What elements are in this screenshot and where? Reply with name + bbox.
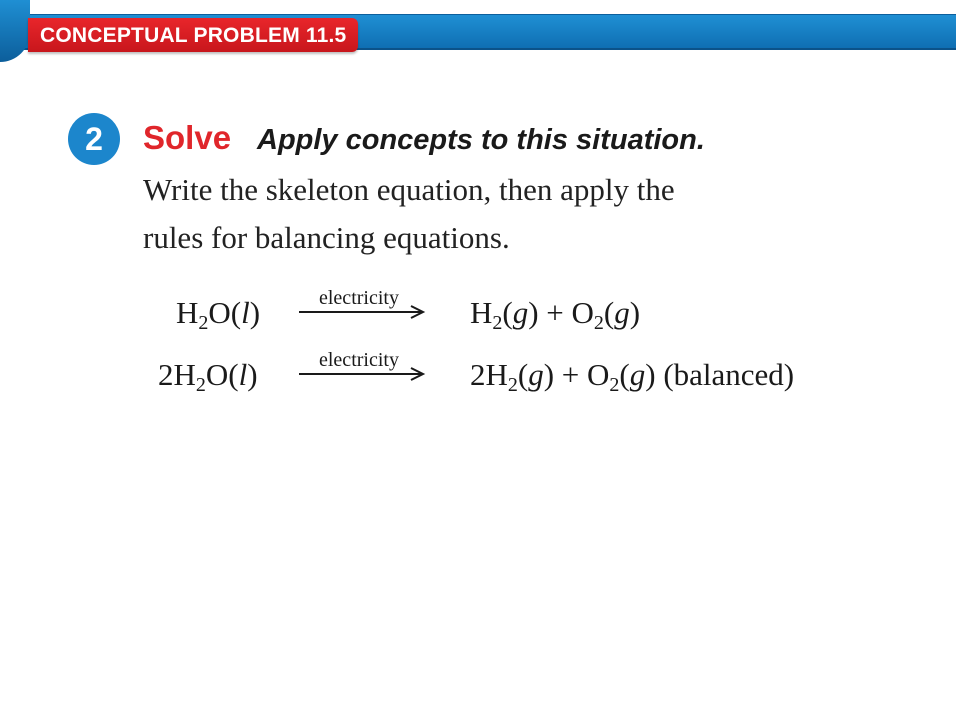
- equation-2-product1-subscript: 2: [507, 374, 518, 396]
- instruction-line-2: rules for balancing equations.: [143, 220, 510, 255]
- equation-1-reactant-close: ): [249, 295, 261, 330]
- banner-curl: [0, 0, 30, 62]
- banner-title: CONCEPTUAL PROBLEM 11.5: [40, 24, 347, 47]
- equation-1-product1-subscript: 2: [492, 312, 503, 334]
- equation-1-reactant-state: l: [241, 295, 250, 330]
- equation-1-product2-subscript: 2: [593, 312, 604, 334]
- equation-2-reactant-coefficient: 2: [158, 357, 174, 392]
- equation-1-product1-state: g: [512, 295, 529, 330]
- equation-2-product2-subscript: 2: [609, 374, 620, 396]
- equation-2-reactant-h: H: [173, 357, 196, 392]
- equation-2-product2-state: g: [629, 357, 646, 392]
- equation-2-product1: H: [485, 357, 508, 392]
- equation-1-product1: H: [470, 295, 493, 330]
- equation-1-product2-state: g: [614, 295, 630, 330]
- step-number-badge: 2: [68, 113, 120, 165]
- equation-2-reactants: [158, 355, 258, 395]
- instruction-text: [143, 166, 903, 262]
- equation-1-reactant-subscript: 2: [198, 312, 209, 334]
- equation-1-plus: +: [546, 295, 564, 330]
- equation-2-plus: +: [561, 357, 580, 392]
- equation-2-arrow: [297, 351, 427, 391]
- equation-1-reactant-h: H: [176, 295, 199, 330]
- reaction-arrow-icon: [297, 303, 427, 323]
- equation-2-product1-state: g: [528, 357, 544, 392]
- step-label: Solve: [143, 119, 232, 156]
- equation-2-product1-coefficient: 2: [470, 357, 486, 392]
- equation-1-reactants: [176, 293, 260, 333]
- equation-2-arrow-label: electricity: [319, 349, 399, 371]
- equation-2-reactant-close: ): [247, 357, 258, 392]
- equation-1-reactant-o: O(: [208, 295, 242, 330]
- equation-1-product2: O: [571, 295, 594, 330]
- equation-2-product2: O: [587, 357, 610, 392]
- equation-2-note: (balanced): [663, 357, 795, 392]
- equation-2-reactant-o: O(: [205, 357, 239, 392]
- equation-1-products: $H_2(g) + O_2(g)$: [470, 295, 641, 334]
- instruction-line-1: Write the skeleton equation, then apply the: [143, 172, 675, 207]
- equation-2-reactant-state: l: [238, 357, 248, 392]
- equation-1-arrow: [297, 289, 427, 329]
- equation-1-arrow-label: electricity: [319, 287, 399, 309]
- reaction-arrow-icon: [297, 365, 427, 385]
- equation-2-reactant-subscript: 2: [195, 374, 206, 396]
- header-banner: [0, 14, 960, 64]
- equation-2-products: $2H_2(g) + O_2(g)$ (balanced): [470, 357, 795, 396]
- step-subtitle: Apply concepts to this situation.: [257, 124, 705, 156]
